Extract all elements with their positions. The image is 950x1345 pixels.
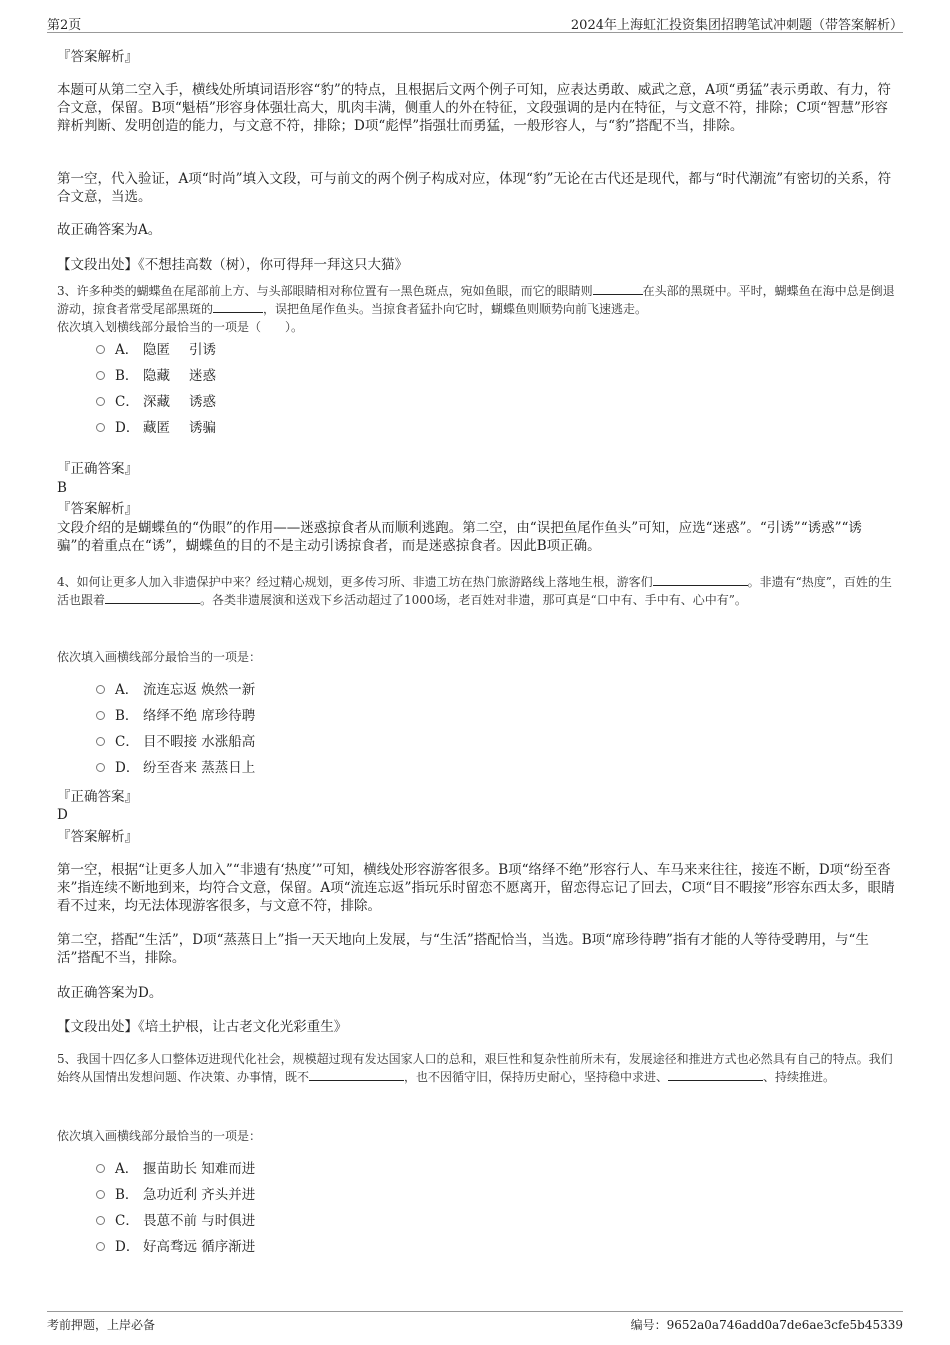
radio-icon[interactable] xyxy=(96,1216,105,1225)
q4-option-c[interactable]: C． 目不暇接 水涨船高 xyxy=(96,732,255,752)
blank-1 xyxy=(593,282,643,295)
radio-icon[interactable] xyxy=(96,737,105,746)
radio-icon[interactable] xyxy=(96,711,105,720)
q3-analysis-label: 『答案解析』 xyxy=(57,501,138,517)
q4-prompt: 依次填入画横线部分最恰当的一项是： xyxy=(57,650,262,664)
q4-option-d[interactable]: D． 纷至沓来 蒸蒸日上 xyxy=(96,758,255,778)
q3-prompt: 依次填入划横线部分最恰当的一项是（ ）。 xyxy=(57,320,304,334)
q3-option-a[interactable]: A． 隐匿 引诱 xyxy=(96,340,216,360)
document-title: 2024年上海虹汇投资集团招聘笔试冲刺题（带答案解析） xyxy=(570,18,903,33)
q2-analysis-label: 『答案解析』 xyxy=(57,49,138,65)
page-header xyxy=(47,10,903,33)
document-id: 编号：9652a0a746add0a7de6ae3cfe5b45339 xyxy=(630,1318,903,1332)
blank-2 xyxy=(105,591,200,604)
q5-option-b[interactable]: B． 急功近利 齐头并进 xyxy=(96,1185,255,1205)
q3-stem: 3、许多种类的蝴蝶鱼在尾部前上方、与头部眼睛相对称位置有一黑色斑点，宛如鱼眼，而它的眼睛则 在头部的黑斑中。平时，蝴蝶鱼在海中总是倒退游动，掠食者常受尾部黑斑的 ，误把鱼尾作鱼头。当掠食者猛扑向它时，蝴蝶鱼则顺势向前飞速逃走。 xyxy=(57,284,895,316)
blank-1 xyxy=(309,1068,404,1081)
radio-icon[interactable] xyxy=(96,1190,105,1199)
q4-answer: D xyxy=(57,807,68,823)
radio-icon[interactable] xyxy=(96,423,105,432)
footer-slogan: 考前押题，上岸必备 xyxy=(47,1318,156,1332)
q3-correct-label: 『正确答案』 xyxy=(57,461,138,477)
q4-option-b[interactable]: B． 络绎不绝 席珍待聘 xyxy=(96,706,255,726)
radio-icon[interactable] xyxy=(96,763,105,772)
radio-icon[interactable] xyxy=(96,1164,105,1173)
q4-analysis-label: 『答案解析』 xyxy=(57,829,138,845)
q5-option-c[interactable]: C． 畏葸不前 与时俱进 xyxy=(96,1211,255,1231)
q4-analysis-p1: 第一空，根据“让更多人加入”“非遗有‘热度’”可知，横线处形容游客很多。B项“络绎不绝”形容行人、车马来来往往，接连不断，D项“纷至沓来”指连续不断地到来，均符合文意，保留。A项“流连忘返”指玩乐时留恋不愿离开，留恋得忘记了回去，C项“目不暇接”形容东西太多，眼睛看不过来，均无法体现游客很多，与文意不符，排除。 xyxy=(57,862,895,914)
radio-icon[interactable] xyxy=(96,685,105,694)
blank-2 xyxy=(213,300,263,313)
q2-source: 【文段出处】《不想挂高数（树），你可得拜一拜这只大猫》 xyxy=(57,257,408,273)
q4-stem: 4、如何让更多人加入非遗保护中来？经过精心规划，更多传习所、非遗工坊在热门旅游路线上落地生根，游客们 。非遗有“热度”，百姓的生活也跟着 。各类非遗展演和送戏下乡活动超过了1000场，老百姓对非遗，那可真是“口中有、手中有、心中有”。 xyxy=(57,575,892,607)
q3-answer: B xyxy=(57,480,67,496)
q5-option-a[interactable]: A． 揠苗助长 知难而进 xyxy=(96,1159,255,1179)
q2-analysis-p3: 故正确答案为A。 xyxy=(57,222,162,238)
page-number: 第2页 xyxy=(47,18,82,33)
q2-analysis-p2: 第一空，代入验证，A项“时尚”填入文段，可与前文的两个例子构成对应，体现“豹”无论在古代还是现代，都与“时代潮流”有密切的关系，符合文意，当选。 xyxy=(57,171,892,205)
q5-stem: 5、我国十四亿多人口整体迈进现代化社会，规模超过现有发达国家人口的总和，艰巨性和复杂性前所未有，发展途径和推进方式也必然具有自己的特点。我们始终从国情出发想问题、作决策、办事情，既不 ，也不因循守旧，保持历史耐心，坚持稳中求进、 、持续推进。 xyxy=(57,1052,893,1084)
radio-icon[interactable] xyxy=(96,345,105,354)
radio-icon[interactable] xyxy=(96,1242,105,1251)
blank-2 xyxy=(668,1068,763,1081)
q4-analysis-p3: 故正确答案为D。 xyxy=(57,985,163,1001)
q5-option-d[interactable]: D． 好高骛远 循序渐进 xyxy=(96,1237,255,1257)
q3-analysis: 文段介绍的是蝴蝶鱼的“伪眼”的作用——迷惑掠食者从而顺利逃跑。第二空，由“误把鱼尾作鱼头”可知，应选“迷惑”。“引诱”“诱惑”“诱骗”的着重点在“诱”，蝴蝶鱼的目的不是主动引诱掠食者，而是迷惑掠食者。因此B项正确。 xyxy=(57,520,862,554)
q4-source: 【文段出处】《培土护根，让古老文化光彩重生》 xyxy=(57,1019,348,1035)
blank-1 xyxy=(653,573,748,586)
q4-correct-label: 『正确答案』 xyxy=(57,789,138,805)
q3-option-b[interactable]: B． 隐藏 迷惑 xyxy=(96,366,216,386)
q5-prompt: 依次填入画横线部分最恰当的一项是： xyxy=(57,1129,262,1143)
q4-analysis-p2: 第二空，搭配“生活”，D项“蒸蒸日上”指一天天地向上发展，与“生活”搭配恰当，当选。B项“席珍待聘”指有才能的人等待受聘用，与“生活”搭配不当，排除。 xyxy=(57,932,869,966)
page-footer xyxy=(47,1311,903,1334)
q3-option-d[interactable]: D． 藏匿 诱骗 xyxy=(96,418,216,438)
q4-option-a[interactable]: A． 流连忘返 焕然一新 xyxy=(96,680,255,700)
q3-option-c[interactable]: C． 深藏 诱惑 xyxy=(96,392,216,412)
radio-icon[interactable] xyxy=(96,397,105,406)
radio-icon[interactable] xyxy=(96,371,105,380)
q2-analysis-p1: 本题可从第二空入手，横线处所填词语形容“豹”的特点，且根据后文两个例子可知，应表达勇敢、威武之意，A项“勇猛”表示勇敢、有力，符合文意，保留。B项“魁梧”形容身体强壮高大，肌肉丰满，侧重人的外在特征，文段强调的是内在特征，与文意不符，排除；C项“智慧”形容辩析判断、发明创造的能力，与文意不符，排除；D项“彪悍”指强壮而勇猛，一般形容人，与“豹”搭配不当，排除。 xyxy=(57,82,891,134)
